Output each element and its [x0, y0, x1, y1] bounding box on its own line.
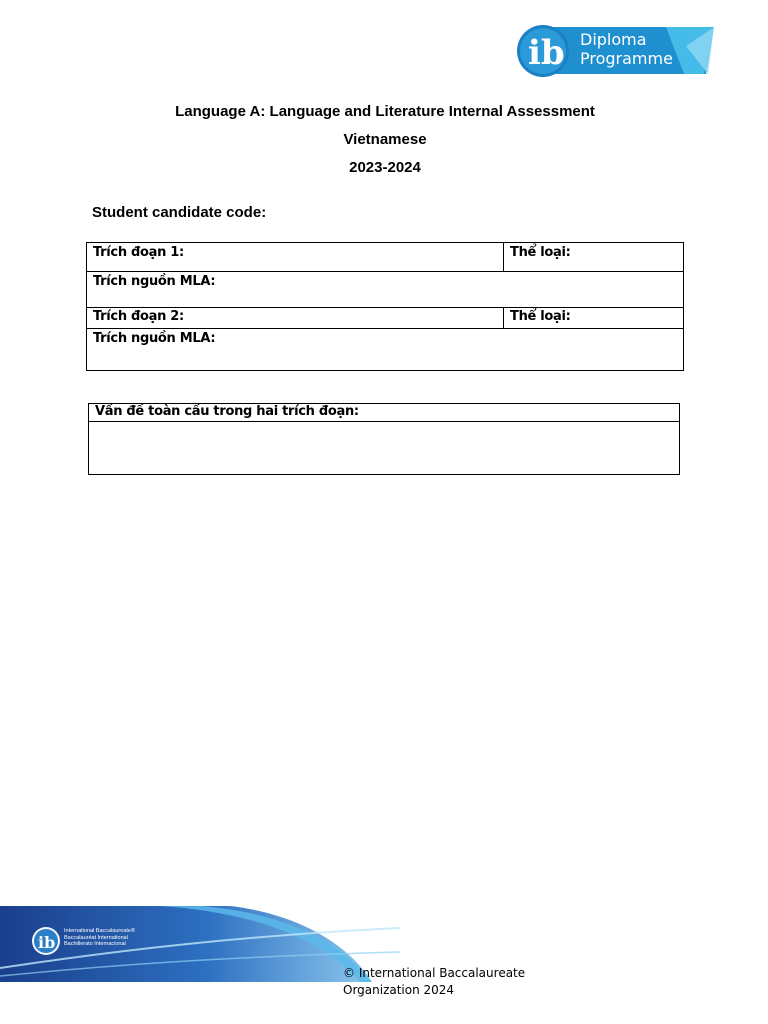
- extracts-table: [86, 242, 684, 371]
- genre-2-label: Thể loại:: [510, 309, 571, 324]
- mla-2-label: Trích nguồn MLA:: [93, 331, 216, 346]
- mla-1-label: Trích nguồn MLA:: [93, 274, 216, 289]
- ib-org-line-es: Bachillerato Internacional: [64, 941, 126, 947]
- logo-line-diploma: Diploma: [580, 30, 647, 49]
- ib-mark-text: ib: [528, 33, 565, 73]
- extract-1-cell[interactable]: [87, 243, 504, 272]
- copyright-notice: © International Baccalaureate Organization 2024: [343, 966, 526, 997]
- extract-1-label: Trích đoạn 1:: [93, 245, 184, 260]
- student-candidate-code-label: Student candidate code:: [92, 204, 267, 221]
- global-issue-table: [88, 403, 680, 475]
- ib-org-names: [64, 928, 135, 948]
- global-issue-input-cell[interactable]: [89, 422, 680, 475]
- footer-ib-banner: [0, 906, 400, 982]
- footer-swoosh-icon: [0, 906, 400, 982]
- genre-1-cell[interactable]: [504, 243, 684, 272]
- document-year: 2023-2024: [349, 159, 421, 176]
- ib-diploma-logo: [516, 24, 716, 78]
- ib-org-line-fr: Baccalauréat International: [64, 934, 128, 941]
- document-language: Vietnamese: [343, 131, 427, 148]
- global-issue-label: Vấn đề toàn cầu trong hai trích đoạn:: [95, 404, 359, 419]
- logo-line-programme: Programme: [580, 49, 673, 68]
- mla-1-cell[interactable]: [87, 272, 684, 308]
- genre-2-cell[interactable]: [504, 308, 684, 329]
- extract-2-label: Trích đoạn 2:: [93, 309, 184, 324]
- mla-2-cell[interactable]: [87, 329, 684, 371]
- document-title: Language A: Language and Literature Internal Assessment: [175, 103, 595, 120]
- genre-1-label: Thể loại:: [510, 245, 571, 260]
- global-issue-header-cell: [89, 404, 680, 422]
- footer-ib-mark: ib: [38, 933, 56, 952]
- extract-2-cell[interactable]: [87, 308, 504, 329]
- ib-org-line-en: International Baccalaureate®: [64, 928, 136, 934]
